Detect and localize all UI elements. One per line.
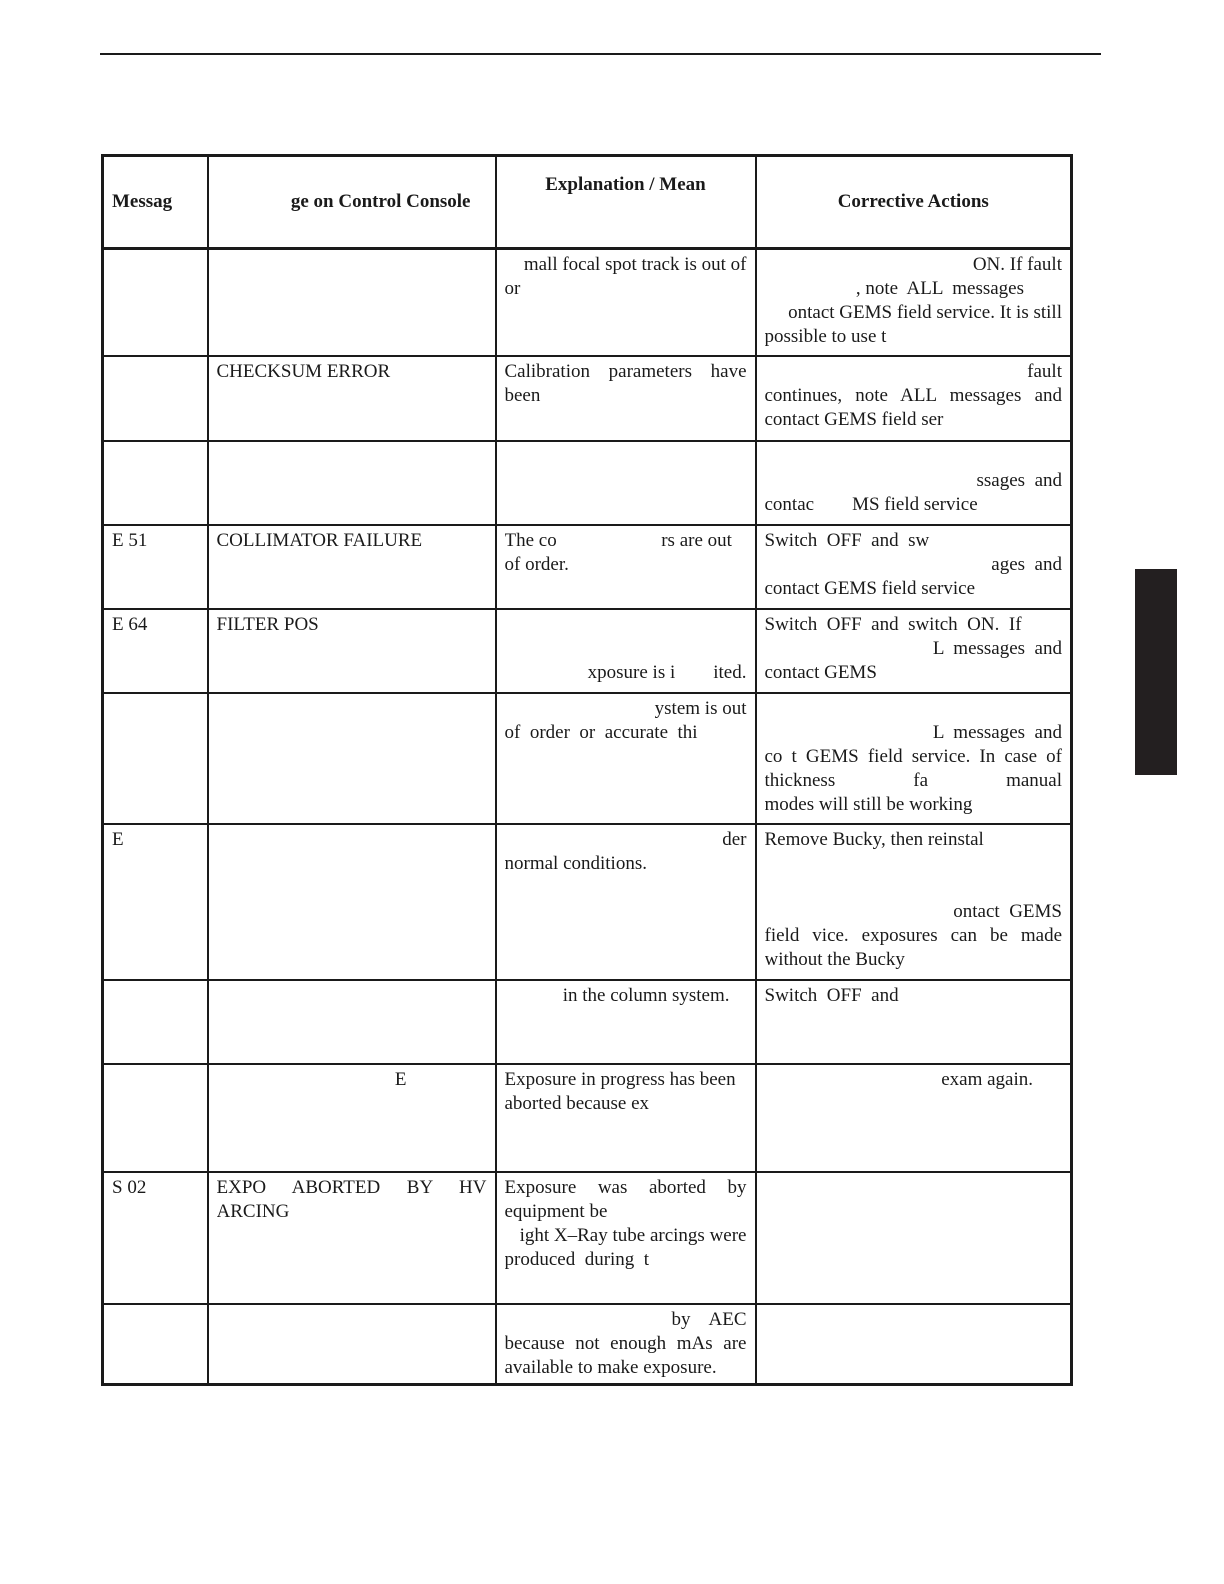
cell-line: The co rs are out: [504, 529, 732, 551]
cell-message-code: [103, 441, 208, 525]
error-message-table: [101, 154, 1073, 1386]
cell-line: exam again.: [941, 1068, 1033, 1090]
cell-message-code: [103, 1304, 208, 1385]
cell-line: Switch OFF and: [764, 984, 899, 1006]
cell-message-text: [208, 525, 496, 609]
cell-message-code: [103, 525, 208, 609]
cell-explanation: [496, 1064, 756, 1172]
cell-line: continues, note ALL messages and: [764, 384, 1062, 406]
header-explanation: Explanation / Mean: [496, 156, 756, 249]
cell-line: CHECKSUM ERROR: [216, 360, 391, 382]
cell-message-code: [103, 609, 208, 693]
cell-line: L messages and: [932, 637, 1062, 659]
cell-corrective-actions: [756, 525, 1072, 609]
cell-line: Switch OFF and sw: [764, 529, 930, 551]
cell-explanation: [496, 693, 756, 824]
cell-line: produced during t: [504, 1248, 650, 1270]
cell-line: available to make exposure.: [504, 1356, 717, 1378]
cell-explanation: [496, 609, 756, 693]
cell-line: ontact GEMS: [953, 900, 1062, 922]
cell-message-text: [208, 609, 496, 693]
cell-explanation: [496, 525, 756, 609]
cell-message-text: [208, 824, 496, 980]
cell-line: der: [722, 828, 747, 850]
cell-message-text: [208, 1172, 496, 1304]
cell-message-text: [208, 1064, 496, 1172]
cell-line: fault: [1027, 360, 1062, 382]
cell-line: Exposure was aborted by: [504, 1176, 747, 1198]
cell-message-code: [103, 249, 208, 356]
table-row: [103, 1304, 1072, 1385]
cell-explanation: [496, 1172, 756, 1304]
cell-line: [765, 697, 1063, 721]
cell-line: E: [112, 828, 124, 850]
cell-corrective-actions: [756, 693, 1072, 824]
cell-line: ssages and: [976, 469, 1062, 491]
cell-line: E 51: [112, 529, 148, 551]
cell-line: Remove Bucky, then reinstal: [764, 828, 984, 850]
cell-explanation: [496, 356, 756, 441]
cell-corrective-actions: [756, 356, 1072, 441]
table-row: [103, 441, 1072, 525]
cell-explanation: [496, 824, 756, 980]
cell-line: modes will still be working: [764, 793, 973, 815]
cell-line: Switch OFF and switch ON. If: [764, 613, 1022, 635]
cell-message-text: [208, 693, 496, 824]
cell-line: field vice. exposures can be made: [764, 924, 1062, 946]
cell-corrective-actions: [756, 441, 1072, 525]
cell-corrective-actions: [756, 249, 1072, 356]
cell-line: contact GEMS field ser: [764, 408, 944, 430]
cell-corrective-actions: [756, 609, 1072, 693]
cell-line: E 64: [112, 613, 148, 635]
cell-line: normal conditions.: [504, 852, 647, 874]
cell-line: ON. If fault: [972, 254, 1062, 275]
cell-line: of order.: [504, 553, 569, 575]
cell-message-text: [208, 356, 496, 441]
cell-line: of order or accurate thi: [504, 721, 698, 743]
table-row: [103, 356, 1072, 441]
cell-message-text: [208, 249, 496, 356]
table-header-row: [103, 156, 1072, 249]
cell-message-text: [208, 980, 496, 1064]
cell-line: [765, 876, 1063, 900]
cell-message-code: [103, 824, 208, 980]
cell-line: Calibration parameters have: [504, 360, 747, 382]
table-row: [103, 824, 1072, 980]
table-row: [103, 1064, 1072, 1172]
cell-line: aborted because ex: [504, 1092, 650, 1114]
cell-line: [765, 445, 1063, 469]
cell-message-text: [208, 1304, 496, 1385]
cell-corrective-actions: [756, 980, 1072, 1064]
cell-message-code: [103, 1172, 208, 1304]
cell-line: possible to use t: [764, 326, 887, 347]
cell-corrective-actions: [756, 824, 1072, 980]
cell-line: without the Bucky: [764, 948, 905, 970]
cell-message-code: [103, 356, 208, 441]
cell-explanation: [496, 980, 756, 1064]
cell-line: contact GEMS field service: [764, 577, 976, 599]
header-message-code: Messag: [103, 156, 208, 249]
cell-line: [505, 613, 747, 637]
cell-line: Exposure in progress has been: [504, 1068, 736, 1090]
cell-line: L messages and: [932, 721, 1062, 743]
cell-line: in the column system.: [562, 984, 730, 1006]
cell-line: because not enough mAs are: [504, 1332, 747, 1354]
section-thumb-tab: [1135, 569, 1177, 775]
cell-message-text: [208, 441, 496, 525]
cell-explanation: [496, 441, 756, 525]
cell-explanation: [496, 249, 756, 356]
cell-line: S 02: [112, 1176, 147, 1198]
table-body: [103, 249, 1072, 1385]
cell-line: contact GEMS: [764, 661, 877, 683]
cell-message-code: [103, 693, 208, 824]
cell-corrective-actions: [756, 1172, 1072, 1304]
cell-line: ight X–Ray tube arcings were: [519, 1224, 747, 1246]
cell-line: ages and: [991, 553, 1062, 575]
cell-line: co t GEMS field service. In case of: [764, 745, 1062, 767]
cell-line: thickness fa manual: [764, 769, 1062, 791]
header-corrective-actions: Corrective Actions: [756, 156, 1072, 249]
cell-line: xposure is i ited.: [587, 661, 747, 683]
cell-line: [765, 852, 1063, 876]
header-message-text: ge on Control Console: [208, 156, 496, 249]
table-row: [103, 249, 1072, 356]
cell-line: mall focal spot track is out of: [523, 254, 747, 275]
table-row: [103, 525, 1072, 609]
cell-line: E: [394, 1068, 407, 1090]
top-rule: [100, 53, 1101, 55]
cell-corrective-actions: [756, 1064, 1072, 1172]
cell-line: contac MS field service: [764, 493, 978, 515]
table-row: [103, 980, 1072, 1064]
cell-line: or: [504, 278, 521, 299]
cell-line: ystem is out: [654, 697, 747, 719]
table-row: [103, 693, 1072, 824]
cell-line: ontact GEMS field service. It is still: [788, 302, 1062, 323]
cell-message-code: [103, 980, 208, 1064]
cell-line: ARCING: [216, 1200, 290, 1222]
cell-corrective-actions: [756, 1304, 1072, 1385]
cell-line: by AEC: [671, 1308, 747, 1330]
cell-line: EXPO ABORTED BY HV: [216, 1176, 487, 1198]
table-row: [103, 609, 1072, 693]
cell-line: equipment be: [504, 1200, 608, 1222]
cell-message-code: [103, 1064, 208, 1172]
table-row: [103, 1172, 1072, 1304]
cell-line: , note ALL messages: [855, 278, 1024, 299]
cell-line: COLLIMATOR FAILURE: [216, 529, 423, 551]
cell-line: been: [504, 384, 541, 406]
cell-line: FILTER POS: [216, 613, 319, 635]
cell-explanation: [496, 1304, 756, 1385]
cell-line: [505, 637, 747, 661]
